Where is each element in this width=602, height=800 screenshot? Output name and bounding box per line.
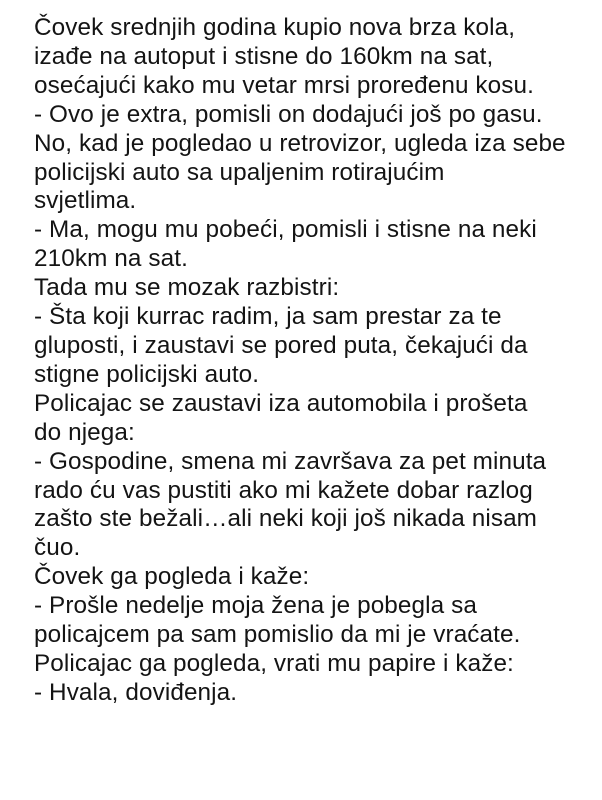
joke-line: rado ću vas pustiti ako mi kažete dobar razlog <box>34 476 533 504</box>
joke-line: Policajac ga pogleda, vrati mu papire i kaže: <box>34 649 514 677</box>
joke-line: osećajući kako mu vetar mrsi proređenu kosu. <box>34 71 535 99</box>
joke-line: - Gospodine, smena mi završava za pet minuta <box>34 447 547 475</box>
joke-line: Čovek ga pogleda i kaže: <box>34 563 310 591</box>
joke-line: gluposti, i zaustavi se pored puta, čekajući da <box>34 331 528 359</box>
joke-line: policijski auto sa upaljenim rotirajućim <box>34 158 445 186</box>
joke-line: svjetlima. <box>34 187 137 215</box>
joke-line: policajcem pa sam pomislio da mi je vraćate. <box>34 621 521 649</box>
joke-line: No, kad je pogledao u retrovizor, ugleda iza sebe <box>34 129 566 157</box>
joke-line: - Hvala, doviđenja. <box>34 678 238 706</box>
joke-line: čuo. <box>34 534 81 562</box>
joke-line: do njega: <box>34 418 135 446</box>
joke-text <box>34 14 602 708</box>
joke-line: stigne policijski auto. <box>34 360 260 388</box>
joke-line: - Prošle nedelje moja žena je pobegla sa <box>34 592 477 620</box>
joke-line: - Ma, mogu mu pobeći, pomisli i stisne na neki <box>34 216 537 244</box>
joke-line: Tada mu se mozak razbistri: <box>34 274 340 302</box>
joke-line: 210km na sat. <box>34 245 188 273</box>
joke-line: izađe na autoput i stisne do 160km na sat, <box>34 42 494 70</box>
joke-line: Čovek srednjih godina kupio nova brza kola, <box>34 14 516 41</box>
joke-line: Policajac se zaustavi iza automobila i prošeta <box>34 389 528 417</box>
joke-line: - Šta koji kurrac radim, ja sam prestar za te <box>34 303 502 331</box>
joke-line: zašto ste bežali…ali neki koji još nikada nisam <box>34 505 538 533</box>
joke-line: - Ovo je extra, pomisli on dodajući još po gasu. <box>34 100 543 128</box>
